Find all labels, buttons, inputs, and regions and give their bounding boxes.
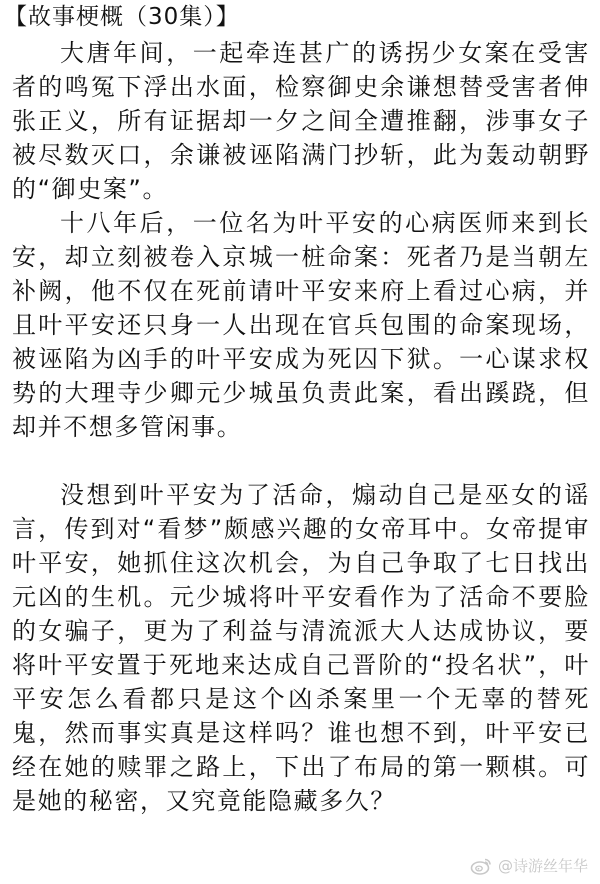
paragraph-1: 大唐年间，一起牵连甚广的诱拐少女案在受害者的鸣冤下浮出水面，检察御史余谦想替受害者伸张正义，所有证据却一夕之间全遭推翻，涉事女子被尽数灭口，余谦被诬陷满门抄斩，此为轰动朝野的“御史案”。 <box>12 39 590 203</box>
watermark <box>470 856 588 876</box>
weibo-logo-icon <box>470 857 492 875</box>
watermark-text: @诗游丝年华 <box>497 857 588 875</box>
paragraph-2: 十八年后，一位名为叶平安的心病医师来到长安，却立刻被卷入京城一桩命案：死者乃是当朝左补阙，他不仅在死前请叶平安来府上看过心病，并且叶平安还只身一人出现在官兵包围的命案现场，被诬陷为凶手的叶平安成为死囚下狱。一心谋求权势的大理寺少卿元少城虽负责此案，看出蹊跷，但却并不想多管闲事。 <box>12 209 590 441</box>
paragraph-3: 没想到叶平安为了活命，煽动自己是巫女的谣言，传到对“看梦”颇感兴趣的女帝耳中。女帝提审叶平安，她抓住这次机会，为自己争取了七日找出元凶的生机。元少城将叶平安看作为了活命不要脸的女骗子，更为了利益与清流派大人达成协议，要将叶平安置于死地来达成自己晋阶的“投名状”，叶平安怎么看都只是这个凶杀案里一个无辜的替死鬼，然而事实真是这样吗？谁也想不到，叶平安已经在她的赎罪之路上，下出了布局的第一颗棋。可是她的秘密，又究竟能隐藏多久？ <box>12 481 590 815</box>
document-title: 【故事梗概（30集）】 <box>4 4 240 30</box>
